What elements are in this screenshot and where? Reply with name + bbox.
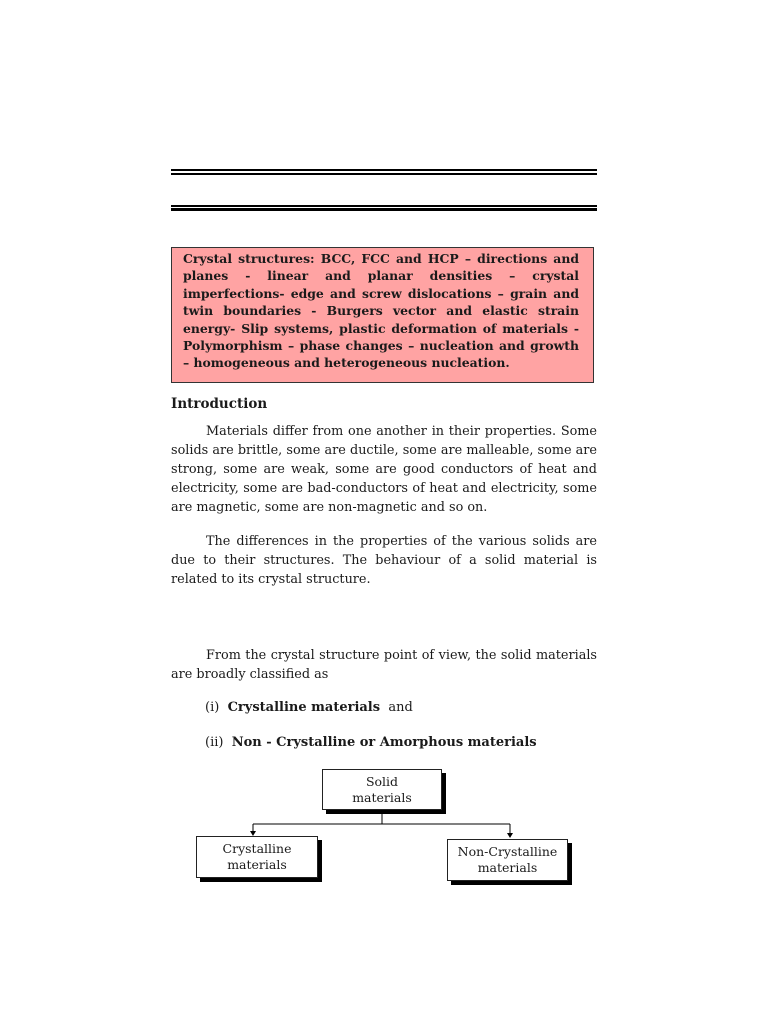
arrowhead-right <box>507 833 513 838</box>
syllabus-text: Crystal structures: BCC, FCC and HCP – directions and planes - linear and planar densities – crystal imperfections- edge and screw dislocations – grain and twin boundaries - Burgers vector and elastic strain energy- Slip systems, plastic deformation of materials - Polymorphism – phase changes – nucleation and growth – homogeneous and heterogeneous nucleation. <box>183 251 579 371</box>
list-item-bold-text: Non - Crystalline or Amorphous materials <box>231 735 537 750</box>
node-label-line2: materials <box>477 860 538 875</box>
node-crystalline-materials <box>196 836 318 878</box>
node-non-crystalline-materials <box>447 839 568 881</box>
node-label-line1: Solid <box>365 773 399 789</box>
paragraph-properties: Materials differ from one another in their properties. Some solids are brittle, some are ductile, some are malleable, some are strong, some are weak, some are good conductors of heat and electricity, some are bad-conductors of heat and electricity, some are magnetic, some are non-magnetic and so on. <box>171 424 597 515</box>
node-label-line2: materials <box>227 857 287 872</box>
node-label-line1: Crystalline <box>222 841 292 856</box>
introduction-heading: Introduction <box>171 396 268 412</box>
list-item-tail: and <box>388 700 413 715</box>
list-number: (i) <box>205 700 220 715</box>
node-solid-materials <box>322 769 442 810</box>
paragraph-classification: From the crystal structure point of view, the solid materials are broadly classified as <box>171 648 597 682</box>
list-item-bold-text: Crystalline materials <box>227 700 381 715</box>
paragraph-structures: The differences in the properties of the various solids are due to their structures. The behaviour of a solid material is related to its crystal structure. <box>171 534 597 587</box>
node-label-line1: Non-Crystalline <box>457 844 558 859</box>
list-number: (ii) <box>205 735 224 750</box>
node-label-line2: materials <box>352 789 412 805</box>
